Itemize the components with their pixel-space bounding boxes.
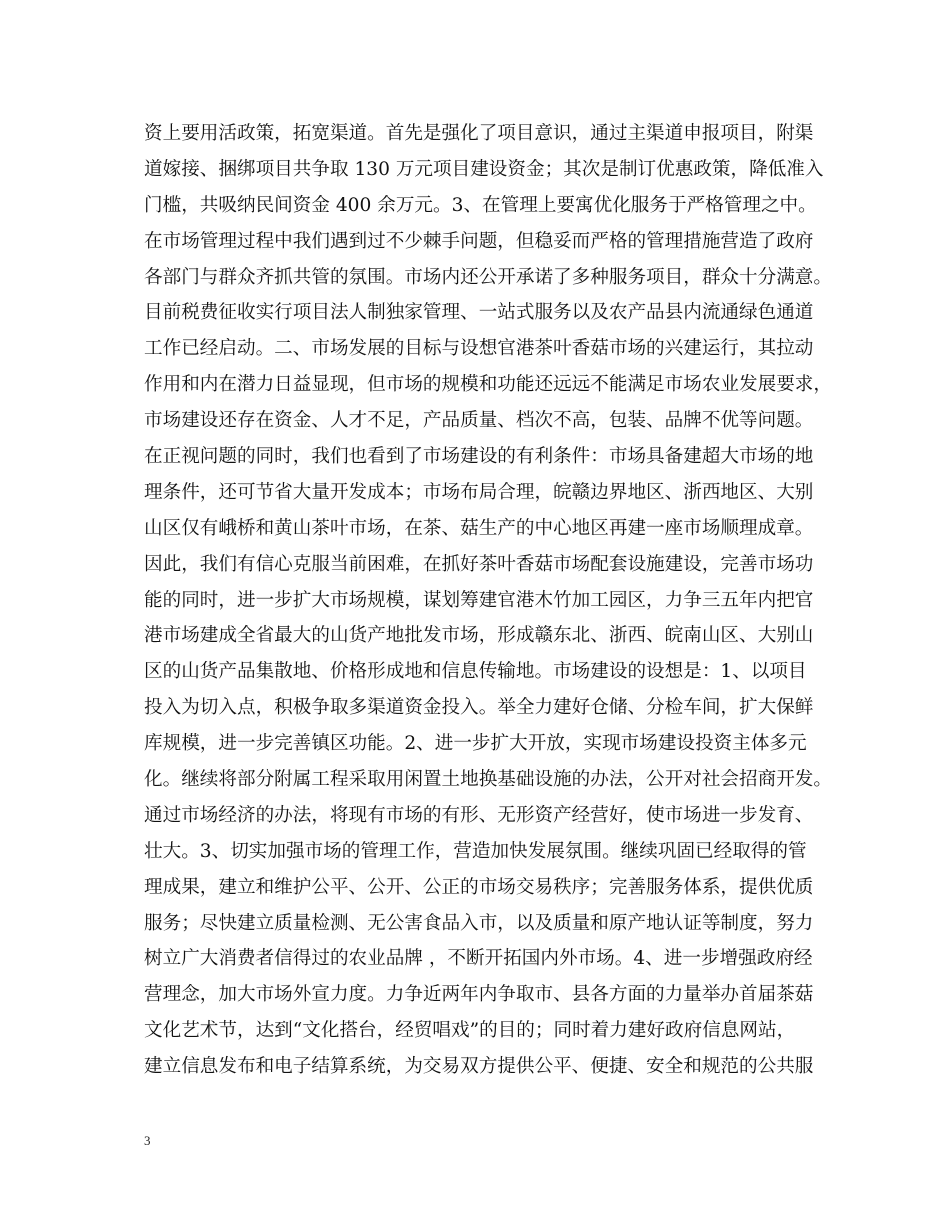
text-line: 服务；尽快建立质量检测、无公害食品入市，以及质量和原产地认证等制度，努力 <box>144 912 814 934</box>
text-line: 能的同时，进一步扩大市场规模，谋划筹建官港木竹加工园区，力争三五年内把官 <box>144 589 814 611</box>
text-line: 门槛，共吸纳民间资金 400 余万元。3、在管理上要寓优化服务于严格管理之中。 <box>144 194 817 216</box>
body-text <box>144 116 832 1085</box>
text-line: 投入为切入点，积极争取多渠道资金投入。举全力建好仓储、分检车间，扩大保鲜 <box>144 697 814 719</box>
text-line: 化。继续将部分附属工程采取用闲置土地换基础设施的办法，公开对社会招商开发。 <box>144 769 832 791</box>
text-line: 资上要用活政策，拓宽渠道。首先是强化了项目意识，通过主渠道申报项目，附渠 <box>144 123 814 144</box>
text-line: 道嫁接、捆绑项目共争取 130 万元项目建设资金；其次是制订优惠政策，降低准入 <box>144 158 824 180</box>
text-line: 因此，我们有信心克服当前困难，在抓好茶叶香菇市场配套设施建设，完善市场功 <box>144 553 814 575</box>
text-line: 各部门与群众齐抓共管的氛围。市场内还公开承诺了多种服务项目，群众十分满意。 <box>144 266 832 288</box>
text-line: 区的山货产品集散地、价格形成地和信息传输地。市场建设的设想是：1、以项目 <box>144 661 807 683</box>
text-line: 理成果，建立和维护公平、公开、公正的市场交易秩序；完善服务体系，提供优质 <box>144 876 814 898</box>
text-line: 通过市场经济的办法，将现有市场的有形、无形资产经营好，使市场进一步发育、 <box>144 804 814 826</box>
text-line: 目前税费征收实行项目法人制独家管理、一站式服务以及农产品县内流通绿色通道 <box>144 302 814 324</box>
text-line: 树立广大消费者信得过的农业品牌 ，不断开拓国内外市场。4、进一步增强政府经 <box>144 948 813 970</box>
text-line: 山区仅有峨桥和黄山茶叶市场，在茶、菇生产的中心地区再建一座市场顺理成章。 <box>144 517 814 539</box>
text-line: 壮大。3、切实加强市场的管理工作，营造加快发展氛围。继续巩固已经取得的管 <box>144 840 807 862</box>
text-line: 建立信息发布和电子结算系统，为交易双方提供公平、便捷、安全和规范的公共服 <box>144 1056 814 1078</box>
page-number: 3 <box>144 1133 151 1148</box>
text-line: 工作已经启动。二、市场发展的目标与设想官港茶叶香菇市场的兴建运行，其拉动 <box>144 338 814 360</box>
text-line: 在市场管理过程中我们遇到过不少棘手问题，但稳妥而严格的管理措施营造了政府 <box>144 230 814 252</box>
text-line: 在正视问题的同时，我们也看到了市场建设的有利条件：市场具备建超大市场的地 <box>144 446 814 468</box>
text-line: 作用和内在潜力日益显现，但市场的规模和功能还远远不能满足市场农业发展要求， <box>144 374 832 396</box>
text-line: 理条件，还可节省大量开发成本；市场布局合理，皖赣边界地区、浙西地区、大别 <box>144 481 814 503</box>
text-line: 文化艺术节，达到“文化搭台，经贸唱戏”的目的；同时着力建好政府信息网站， <box>144 1020 796 1042</box>
text-line: 营理念，加大市场外宣力度。力争近两年内争取市、县各方面的力量举办首届茶菇 <box>144 984 814 1006</box>
text-line: 港市场建成全省最大的山货产地批发市场，形成赣东北、浙西、皖南山区、大别山 <box>144 625 814 647</box>
text-line: 市场建设还存在资金、人才不足，产品质量、档次不高，包装、品牌不优等问题。 <box>144 410 814 432</box>
text-line: 库规模，进一步完善镇区功能。2、进一步扩大开放，实现市场建设投资主体多元 <box>144 733 807 755</box>
